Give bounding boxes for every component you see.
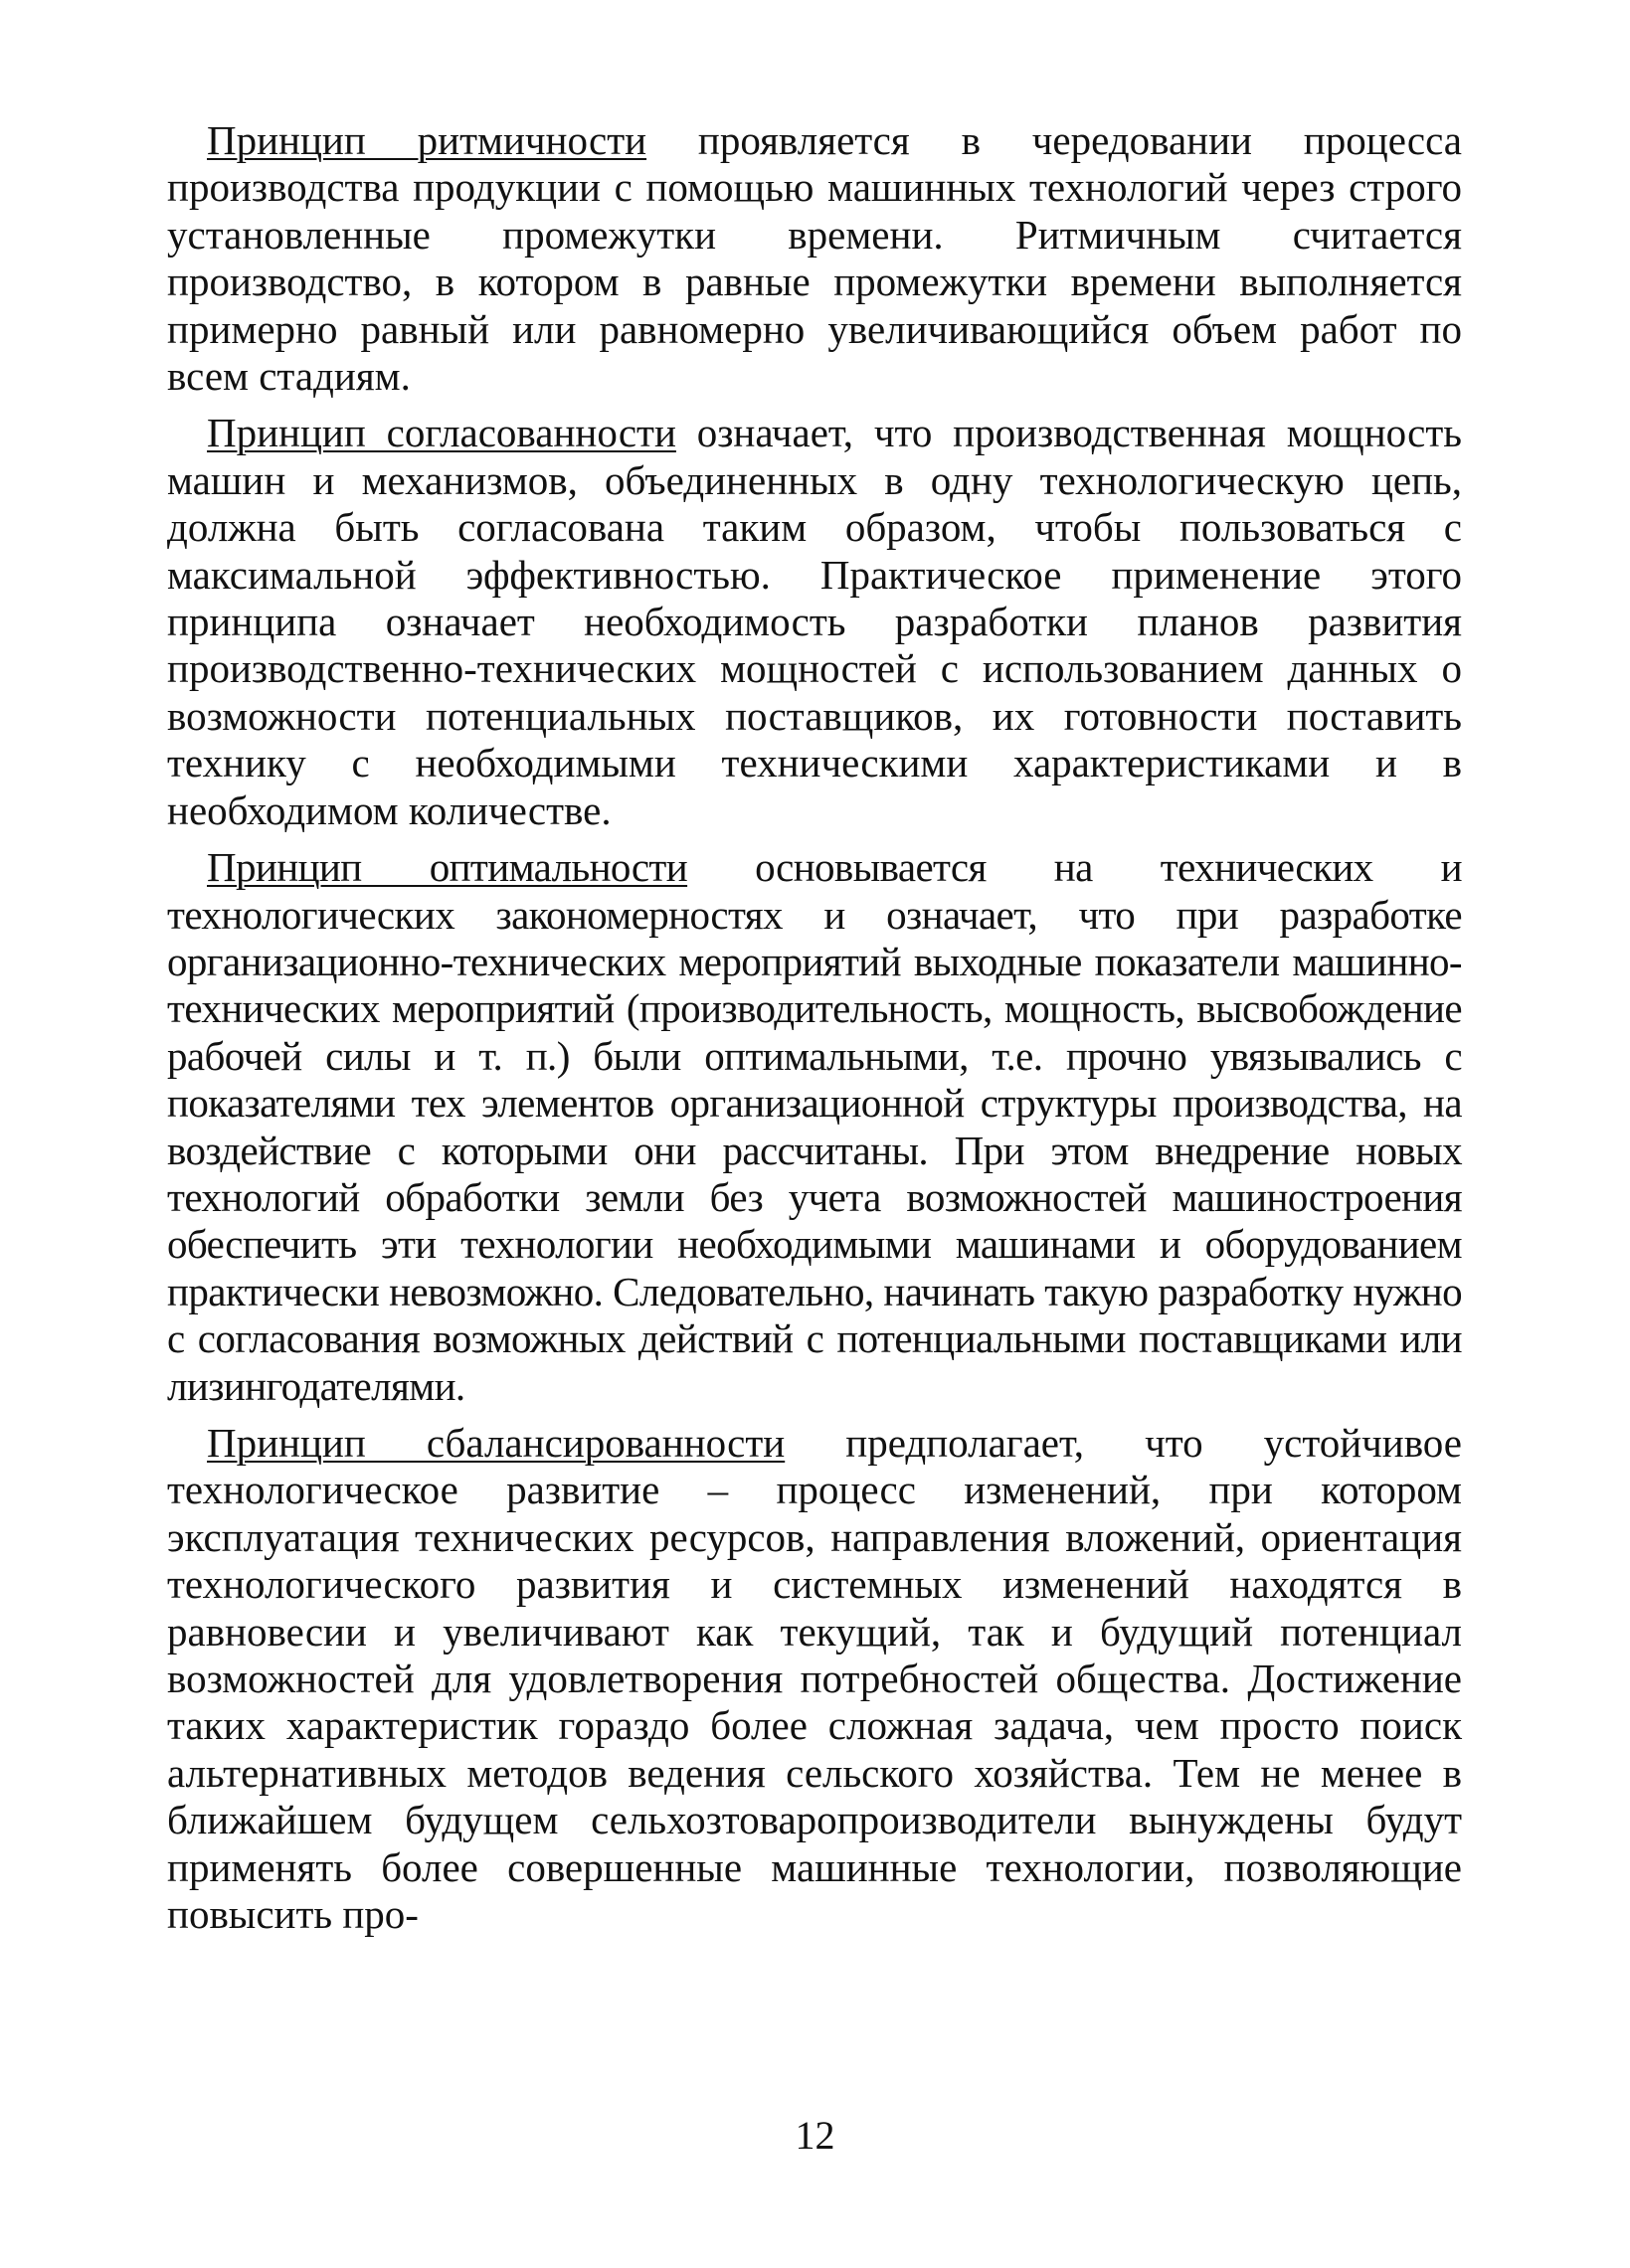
paragraph-text: проявляется в чередовании процесса производства продукции с помощью машинных технологий через строго установленные промежутки времени. Ритмичным считается производство, в котором в равные промежутки времени выполняется примерно равный или равномерно увеличивающийся объем работ по всем стадиям. (167, 117, 1463, 400)
paragraph-rhythmicity (167, 117, 1462, 400)
term-balance: Принцип сбалансированности (207, 1419, 786, 1466)
paragraph-optimality (167, 844, 1462, 1410)
term-optimality: Принцип оптимальности (207, 844, 688, 891)
term-rhythmicity: Принцип ритмичности (207, 117, 647, 163)
paragraph-balance (167, 1420, 1462, 1938)
term-consistency: Принцип согласованности (207, 410, 676, 456)
paragraph-text: основывается на технических и технологических закономерностях и означает, что при разработке организационно-технических мероприятий выходные показатели машинно-технических мероприятий (производительность, мощность, высвобождение рабочей силы и т. п.) были оптимальными, т.е. прочно увязывались с показателями тех элементов организационной структуры производства, на воздействие с которыми они рассчитаны. При этом внедрение новых технологий обработки земли без учета возможностей машиностроения обеспечить эти технологии необходимыми машинами и оборудованием практически невозможно. Следовательно, начинать такую разработку нужно с согласования возможных действий с потенциальными поставщиками или лизингодателями. (167, 844, 1462, 1409)
body-text (167, 117, 1462, 1948)
page-number: 12 (795, 2113, 835, 2158)
paragraph-text: означает, что производственная мощность машин и механизмов, объединенных в одну технологическую цепь, должна быть согласована таким образом, чтобы пользоваться с максимальной эффективностью. Практическое применение этого принципа означает необходимость разработки планов развития производственно-технических мощностей с использованием данных о возможности потенциальных поставщиков, их готовности поставить технику с необходимыми техническими характеристиками и в необходимом количестве. (167, 410, 1462, 833)
paragraph-text: предполагает, что устойчивое технологическое развитие – процесс изменений, при котором эксплуатация технических ресурсов, направления вложений, ориентация технологического развития и системных изменений находятся в равновесии и увеличивают как текущий, так и будущий потенциал возможностей для удовлетворения потребностей общества. Достижение таких характеристик гораздо более сложная задача, чем просто поиск альтернативных методов ведения сельского хозяйства. Тем не менее в ближайшем будущем сельхозтоваропроизводители вынуждены будут применять более совершенные машинные технологии, позволяющие повысить про- (167, 1419, 1462, 1938)
paragraph-consistency (167, 410, 1462, 834)
